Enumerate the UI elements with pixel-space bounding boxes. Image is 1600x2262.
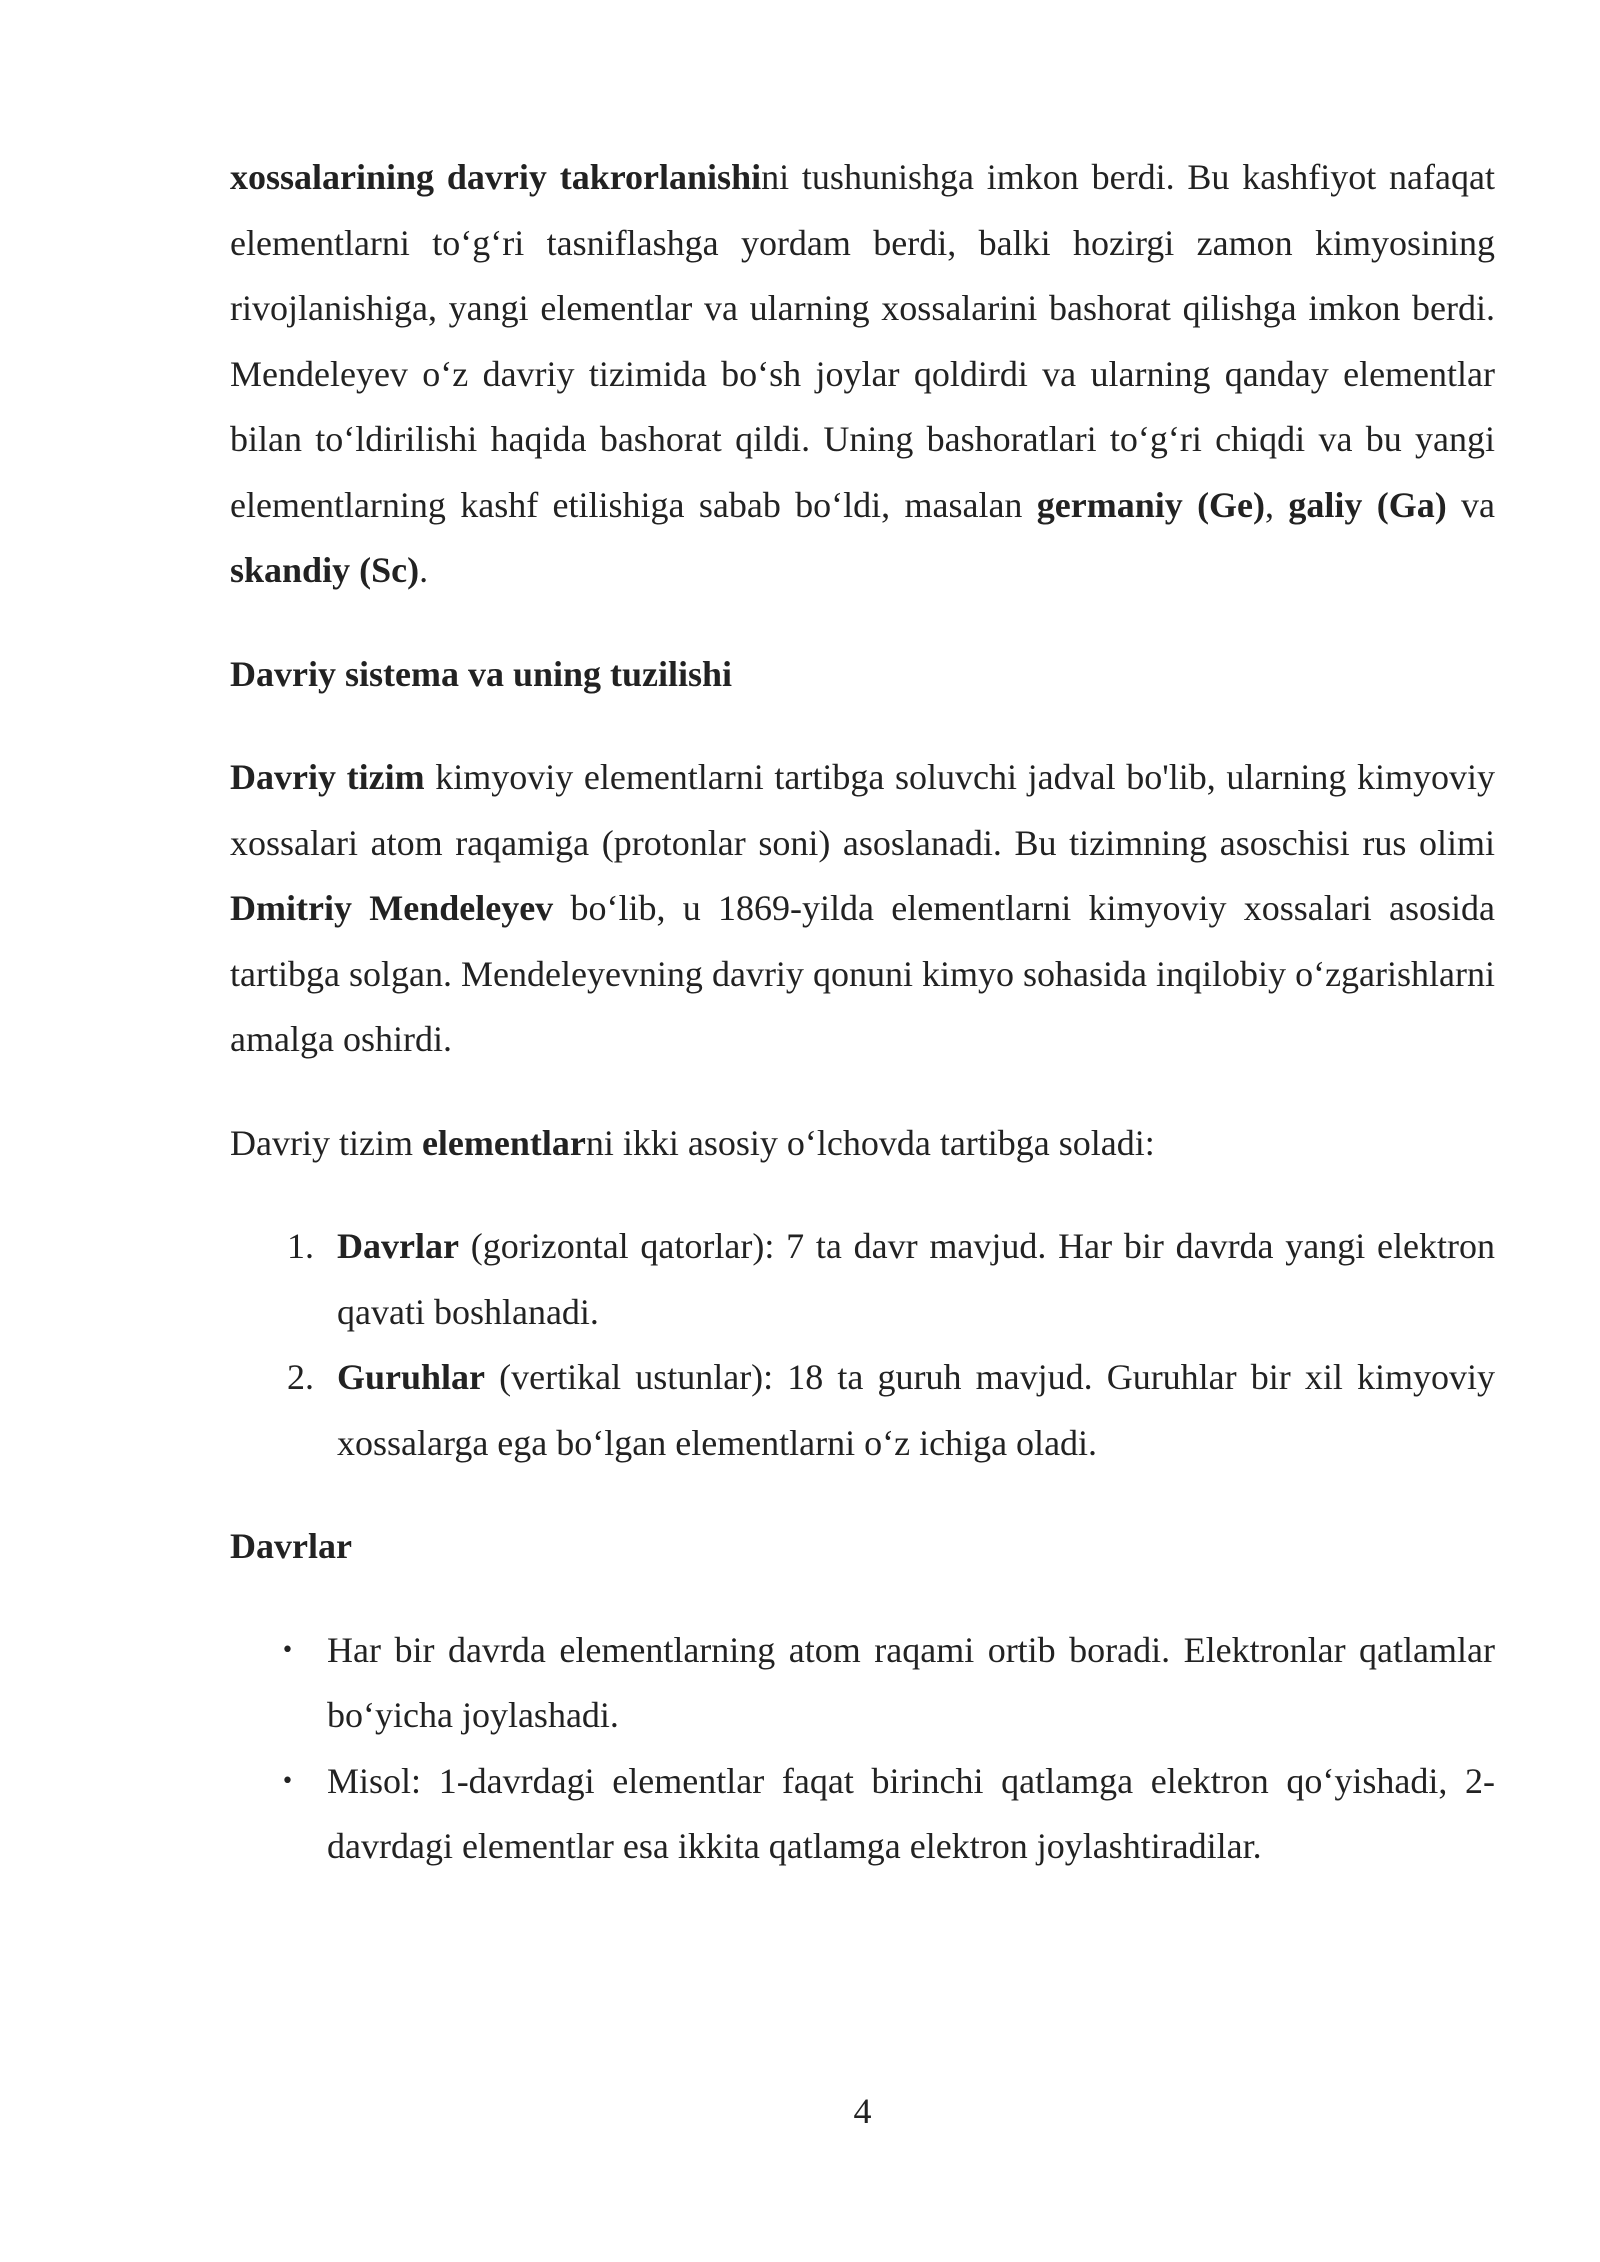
paragraph-periodic-system [230, 745, 1495, 1073]
paragraph-text: , [1265, 484, 1289, 525]
paragraph-dimensions [230, 1111, 1495, 1177]
section-heading: Davrlar [230, 1526, 352, 1566]
list-number: 2. [287, 1357, 314, 1397]
bullet-icon: • [281, 1637, 294, 1663]
numbered-list [230, 1214, 1495, 1476]
paragraph-text: Davriy tizim [230, 1122, 422, 1163]
bold-term: Dmitriy Mendeleyev [230, 888, 554, 928]
list-item-text: (vertikal ustunlar): 18 ta guruh mavjud. Guruhlar bir xil kimyoviy xossalarga ega bo‘lgan elementlarni o‘z ichiga oladi. [337, 1357, 1495, 1463]
list-number: 1. [287, 1226, 314, 1266]
paragraph-discovery [230, 145, 1495, 604]
list-item [230, 1214, 1495, 1345]
list-item-text: Har bir davrda elementlarning atom raqami ortib boradi. Elektronlar qatlamlar bo‘yicha joylashadi. [327, 1629, 1495, 1735]
bold-term: galiy (Ga) [1288, 484, 1447, 525]
bullet-icon: • [281, 1768, 294, 1794]
list-item-text: (gorizontal qatorlar): 7 ta davr mavjud. Har bir davrda yangi elektron qavati boshlanadi. [337, 1226, 1495, 1332]
paragraph-text: va [1446, 484, 1496, 525]
document-page [230, 145, 1495, 1880]
list-item [230, 1345, 1495, 1476]
list-item [230, 1618, 1495, 1749]
bullet-list [230, 1618, 1495, 1880]
paragraph-text: ni tushunishga imkon berdi. Bu kashfiyot nafaqat elementlarni to‘g‘ri tasniflashga yordam berdi, balki hozirgi zamon kimyosining rivojlanishiga, yangi elementlar va ularning xossalarini bashorat qilishga imkon berdi. Mendeleyev o‘z davriy tizimida bo‘sh joylar qoldirdi va ularning qanday elementlar bilan to‘ldirilishi haqida bashorat qildi. Uning bashoratlari to‘g‘ri chiqdi va bu yangi elementlarning kashf etilishiga sabab bo‘ldi, masalan [230, 157, 1495, 525]
bold-term: xossalarining davriy takrorlanishi [230, 157, 762, 197]
paragraph-text: . [419, 550, 429, 590]
bold-term: elementlar [421, 1122, 586, 1163]
bold-term: Davriy tizim [230, 757, 425, 797]
page-number: 4 [853, 2091, 872, 2131]
bold-term: germaniy (Ge) [1036, 484, 1266, 525]
bold-term: Guruhlar [337, 1357, 486, 1397]
list-item [230, 1749, 1495, 1880]
section-heading: Davriy sistema va uning tuzilishi [230, 653, 733, 694]
bold-term: skandiy (Sc) [230, 550, 420, 590]
paragraph-text: ni ikki asosiy o‘lchovda tartibga soladi: [585, 1122, 1155, 1163]
list-item-text: Misol: 1-davrdagi elementlar faqat birinchi qatlamga elektron qo‘yishadi, 2-davrdagi elementlar esa ikkita qatlamga elektron joylashtiradilar. [327, 1760, 1495, 1866]
bold-term: Davrlar [337, 1226, 459, 1266]
paragraph-text: kimyoviy elementlarni tartibga soluvchi jadval bo'lib, ularning kimyoviy xossalari atom raqamiga (protonlar soni) asoslanadi. Bu tizimning asoschisi rus olimi [230, 757, 1495, 863]
paragraph-text: bo‘lib, u 1869-yilda elementlarni kimyoviy xossalari asosida tartibga solgan. Mendeleyevning davriy qonuni kimyo sohasida inqilobiy o‘zgarishlarni amalga oshirdi. [230, 888, 1495, 1059]
